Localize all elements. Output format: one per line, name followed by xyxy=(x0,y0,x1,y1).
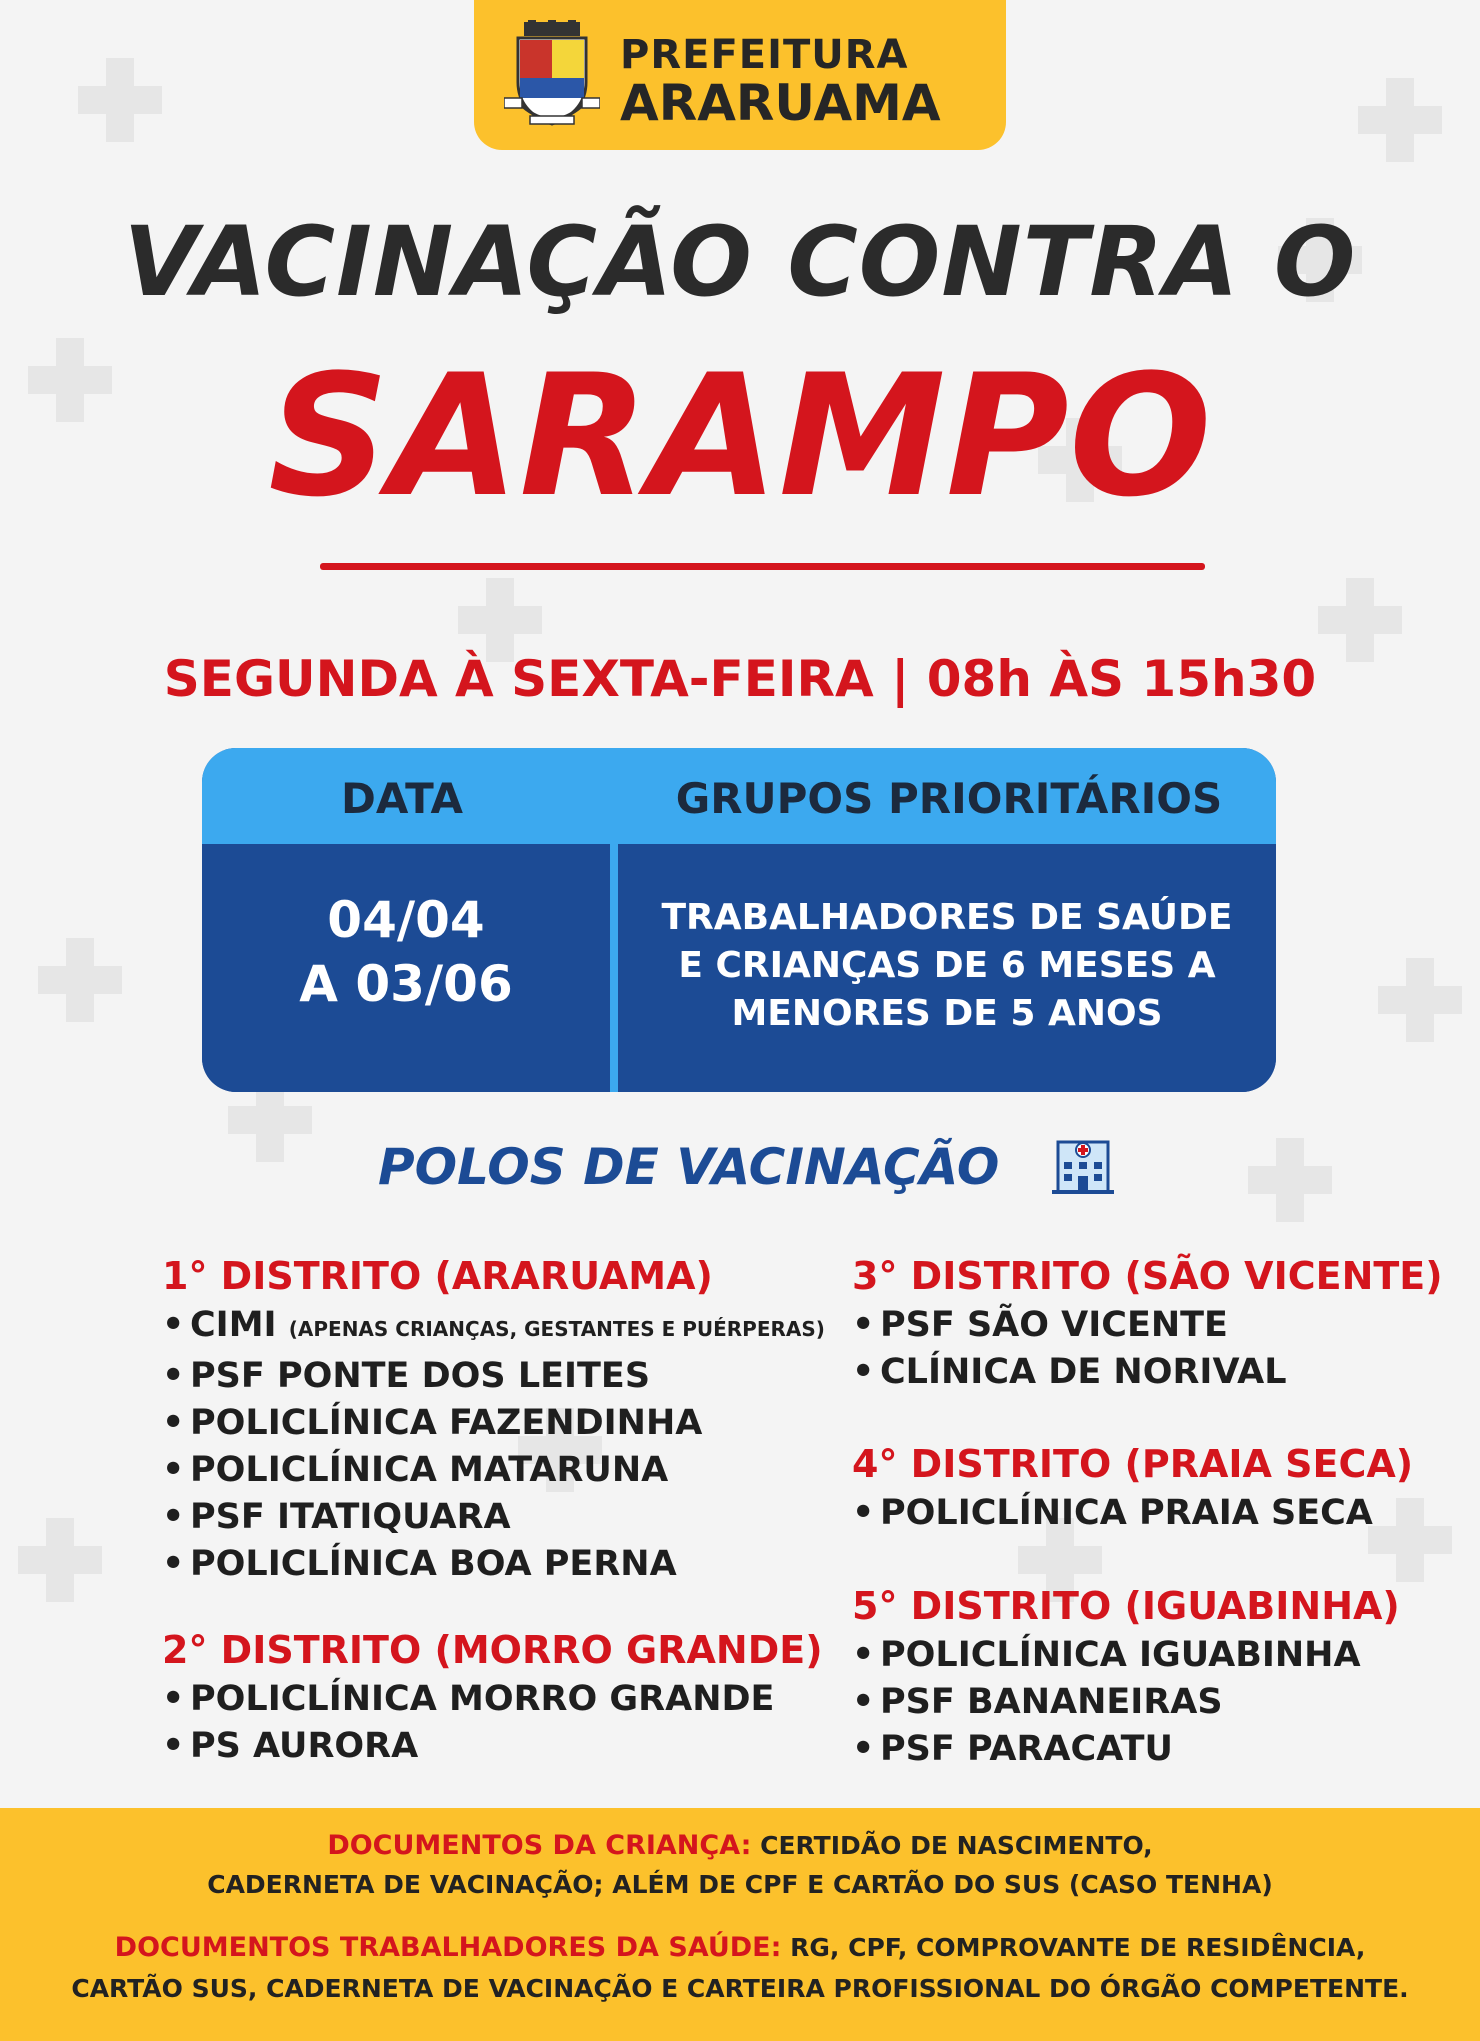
coat-of-arms-icon xyxy=(504,20,600,132)
site-note: (APENAS CRIANÇAS, GESTANTES E PUÉRPERAS) xyxy=(288,1317,825,1341)
header-line-araruama: ARARUAMA xyxy=(620,74,941,132)
worker-docs-text: RG, CPF, COMPROVANTE DE RESIDÊNCIA, xyxy=(790,1933,1366,1962)
header-badge xyxy=(474,0,1006,150)
list-item: • POLICLÍNICA MATARUNA xyxy=(162,1447,825,1494)
list-item: • CLÍNICA DE NORIVAL xyxy=(852,1349,1443,1396)
list-item: • PSF ITATIQUARA xyxy=(162,1494,825,1541)
worker-docs-line2: CARTÃO SUS, CADERNETA DE VACINAÇÃO E CARTEIRA PROFISSIONAL DO ÓRGÃO COMPETENTE. xyxy=(71,1974,1409,2003)
date-cell xyxy=(202,888,610,1016)
district-4 xyxy=(852,1442,1413,1537)
table-header xyxy=(202,748,1276,844)
district-list xyxy=(852,1490,1413,1537)
column-header-date: DATA xyxy=(340,774,463,823)
list-item: • PSF PARACATU xyxy=(852,1726,1400,1773)
table-divider xyxy=(610,844,618,1092)
hospital-icon xyxy=(1050,1132,1116,1196)
district-title: 2° DISTRITO (MORRO GRANDE) xyxy=(162,1628,823,1672)
list-item: • PSF PONTE DOS LEITES xyxy=(162,1353,825,1400)
documents-footer xyxy=(0,1808,1480,2041)
groups-cell xyxy=(618,894,1276,1038)
worker-docs-line1 xyxy=(0,1932,1480,1963)
polos-heading: POLOS DE VACINAÇÃO xyxy=(378,1138,1000,1196)
list-item: • POLICLÍNICA IGUABINHA xyxy=(852,1632,1400,1679)
district-list xyxy=(162,1302,825,1588)
district-title: 5° DISTRITO (IGUABINHA) xyxy=(852,1584,1400,1628)
child-docs-line2: CADERNETA DE VACINAÇÃO; ALÉM DE CPF E CARTÃO DO SUS (CASO TENHA) xyxy=(207,1870,1273,1899)
list-item: • POLICLÍNICA PRAIA SECA xyxy=(852,1490,1413,1537)
groups-line: MENORES DE 5 ANOS xyxy=(731,993,1163,1034)
site-label: CIMI xyxy=(190,1305,277,1345)
list-item: • POLICLÍNICA MORRO GRANDE xyxy=(162,1676,823,1723)
header-line-prefeitura: PREFEITURA xyxy=(620,32,909,78)
district-3 xyxy=(852,1254,1443,1396)
list-item xyxy=(162,1302,825,1353)
worker-docs-label: DOCUMENTOS TRABALHADORES DA SAÚDE: xyxy=(114,1932,782,1963)
schedule-text: SEGUNDA À SEXTA-FEIRA | 08h ÀS 15h30 xyxy=(163,650,1317,708)
priority-table xyxy=(202,748,1276,1092)
child-docs-label: DOCUMENTOS DA CRIANÇA: xyxy=(327,1830,752,1861)
district-5 xyxy=(852,1584,1400,1773)
headline-vaccination: VACINAÇÃO CONTRA O xyxy=(123,206,1357,318)
district-2 xyxy=(162,1628,823,1770)
date-end: A 03/06 xyxy=(299,955,513,1013)
district-title: 1° DISTRITO (ARARUAMA) xyxy=(162,1254,713,1298)
date-start: 04/04 xyxy=(327,891,485,949)
list-item: • PS AURORA xyxy=(162,1723,823,1770)
groups-line: TRABALHADORES DE SAÚDE xyxy=(661,897,1233,938)
district-title: 4° DISTRITO (PRAIA SECA) xyxy=(852,1442,1414,1486)
groups-line: E CRIANÇAS DE 6 MESES A xyxy=(678,945,1216,986)
list-item: • POLICLÍNICA BOA PERNA xyxy=(162,1541,825,1588)
child-docs-line1 xyxy=(0,1830,1480,1861)
child-docs-text: CERTIDÃO DE NASCIMENTO, xyxy=(760,1831,1153,1860)
column-header-groups: GRUPOS PRIORITÁRIOS xyxy=(675,774,1223,823)
headline-sarampo: SARAMPO xyxy=(268,338,1212,534)
district-list xyxy=(852,1632,1400,1773)
list-item: • POLICLÍNICA FAZENDINHA xyxy=(162,1400,825,1447)
title-underline xyxy=(320,563,1205,570)
list-item: • PSF BANANEIRAS xyxy=(852,1679,1400,1726)
district-list xyxy=(162,1676,823,1770)
district-title: 3° DISTRITO (SÃO VICENTE) xyxy=(852,1254,1443,1298)
district-list xyxy=(852,1302,1443,1396)
list-item: • PSF SÃO VICENTE xyxy=(852,1302,1443,1349)
district-1 xyxy=(162,1254,825,1588)
